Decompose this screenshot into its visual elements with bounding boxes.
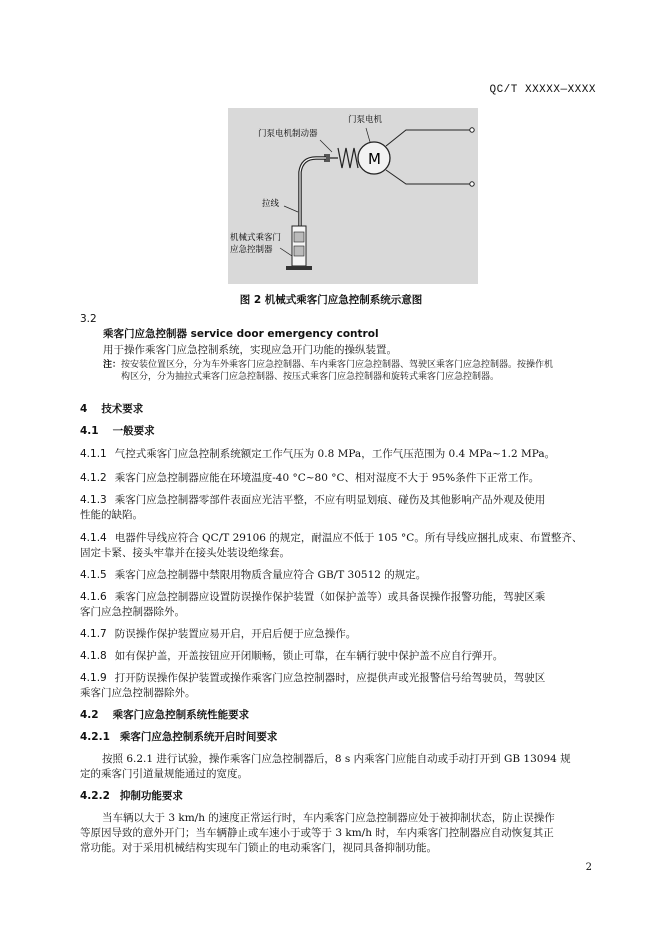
clause-4-1-6-cont: 客门应急控制器除外。: [80, 606, 185, 618]
para-4-2-2-line-3: 常功能。对于采用机械结构实现车门锁止的电动乘客门，视同具备抑制功能。: [80, 842, 437, 854]
label-controller-2: 应急控制器: [230, 245, 273, 255]
section-3-2-note-line-1: 注：按安装位置区分，分为车外乘客门应急控制器、车内乘客门应急控制器、驾驶区乘客门应急控制器。按操作机: [103, 360, 554, 370]
clause-4-1-3-cont: 性能的缺陷。: [80, 509, 143, 521]
section-4-2-1-heading: 4.2.1 乘客门应急控制系统开启时间要求: [80, 731, 278, 743]
para-4-2-1-line-2: 定的乘客门引道量规能通过的宽度。: [80, 768, 248, 780]
controller-base: [286, 266, 312, 270]
label-controller-1: 机械式乘客门: [230, 233, 282, 243]
section-4-2-heading: 4.2 乘客门应急控制系统性能要求: [80, 709, 250, 721]
section-4-heading: 4 技术要求: [80, 403, 144, 415]
clause-4-1-4: 4.1.4 电器件导线应符合 QC/T 29106 的规定，耐温应不低于 105 °C。所有导线应捆扎成束、布置整齐、: [80, 532, 583, 544]
clause-4-1-6: 4.1.6 乘客门应急控制器应设置防误操作保护装置（如保护盖等）或具备误操作报警功能，驾驶区乘: [80, 591, 546, 603]
section-3-2-definition: 用于操作乘客门应急控制系统，实现应急开门功能的操纵装置。: [103, 344, 397, 356]
clause-4-1-7: 4.1.7 防误操作保护装置应易开启，开启后便于应急操作。: [80, 628, 357, 640]
label-brake: 门泵电机制动器: [258, 129, 318, 139]
figure-diagram: [228, 108, 478, 284]
section-4-2-2-heading: 4.2.2 抑制功能要求: [80, 790, 183, 802]
label-motor: 门泵电机: [348, 115, 383, 125]
clause-4-1-4-cont: 固定卡紧、接头牢靠并在接头处装设绝缘套。: [80, 547, 290, 559]
motor-symbol: M: [368, 150, 381, 168]
para-4-2-2-line-1: 当车辆以大于 3 km/h 的速度正常运行时，车内乘客门应急控制器应处于被抑制状态，防止误操作: [102, 812, 555, 824]
clause-4-1-5: 4.1.5 乘客门应急控制器中禁限用物质含量应符合 GB/T 30512 的规定。: [80, 569, 427, 581]
clause-4-1-1: 4.1.1 气控式乘客门应急控制系统额定工作气压为 0.8 MPa，工作气压范围为 0.4 MPa~1.2 MPa。: [80, 448, 556, 460]
terminal-bottom: [470, 182, 474, 186]
section-3-2-term: 乘客门应急控制器 service door emergency control: [103, 328, 379, 340]
clause-4-1-8: 4.1.8 如有保护盖，开盖按钮应开闭顺畅，锁止可靠，在车辆行驶中保护盖不应自行弹开。: [80, 650, 504, 662]
terminal-top: [470, 128, 474, 132]
page-number: 2: [585, 862, 592, 873]
para-4-2-1-line-1: 按照 6.2.1 进行试验，操作乘客门应急控制器后，8 s 内乘客门应能自动或手动打开到 GB 13094 规: [102, 753, 571, 765]
clause-4-1-9-cont: 乘客门应急控制器除外。: [80, 687, 196, 699]
section-4-1-heading: 4.1 一般要求: [80, 425, 155, 437]
section-3-2-number: 3.2: [80, 313, 97, 325]
para-4-2-2-line-2: 等原因导致的意外开门；当车辆静止或车速小于或等于 3 km/h 时，车内乘客门控制器应自动恢复其正: [80, 827, 554, 839]
clause-4-1-9: 4.1.9 打开防误操作保护装置或操作乘客门应急控制器时，应提供声或光报警信号给驾驶员，驾驶区: [80, 672, 546, 684]
document-code: QC/T XXXXX—XXXX: [489, 84, 596, 96]
clause-4-1-2: 4.1.2 乘客门应急控制器应能在环境温度-40 °C~80 °C、相对湿度不大于 95%条件下正常工作。: [80, 472, 540, 484]
label-wire: 拉线: [262, 199, 280, 209]
section-3-2-note-line-2: 构区分，分为抽拉式乘客门应急控制器、按压式乘客门应急控制器和旋转式乘客门应急控制器。: [121, 372, 500, 382]
figure-caption: 图 2 机械式乘客门应急控制系统示意图: [239, 294, 423, 306]
clause-4-1-3: 4.1.3 乘客门应急控制器零部件表面应光洁平整，不应有明显划痕、碰伤及其他影响产品外观及使用: [80, 494, 546, 506]
emergency-control-diagram: [228, 108, 478, 284]
